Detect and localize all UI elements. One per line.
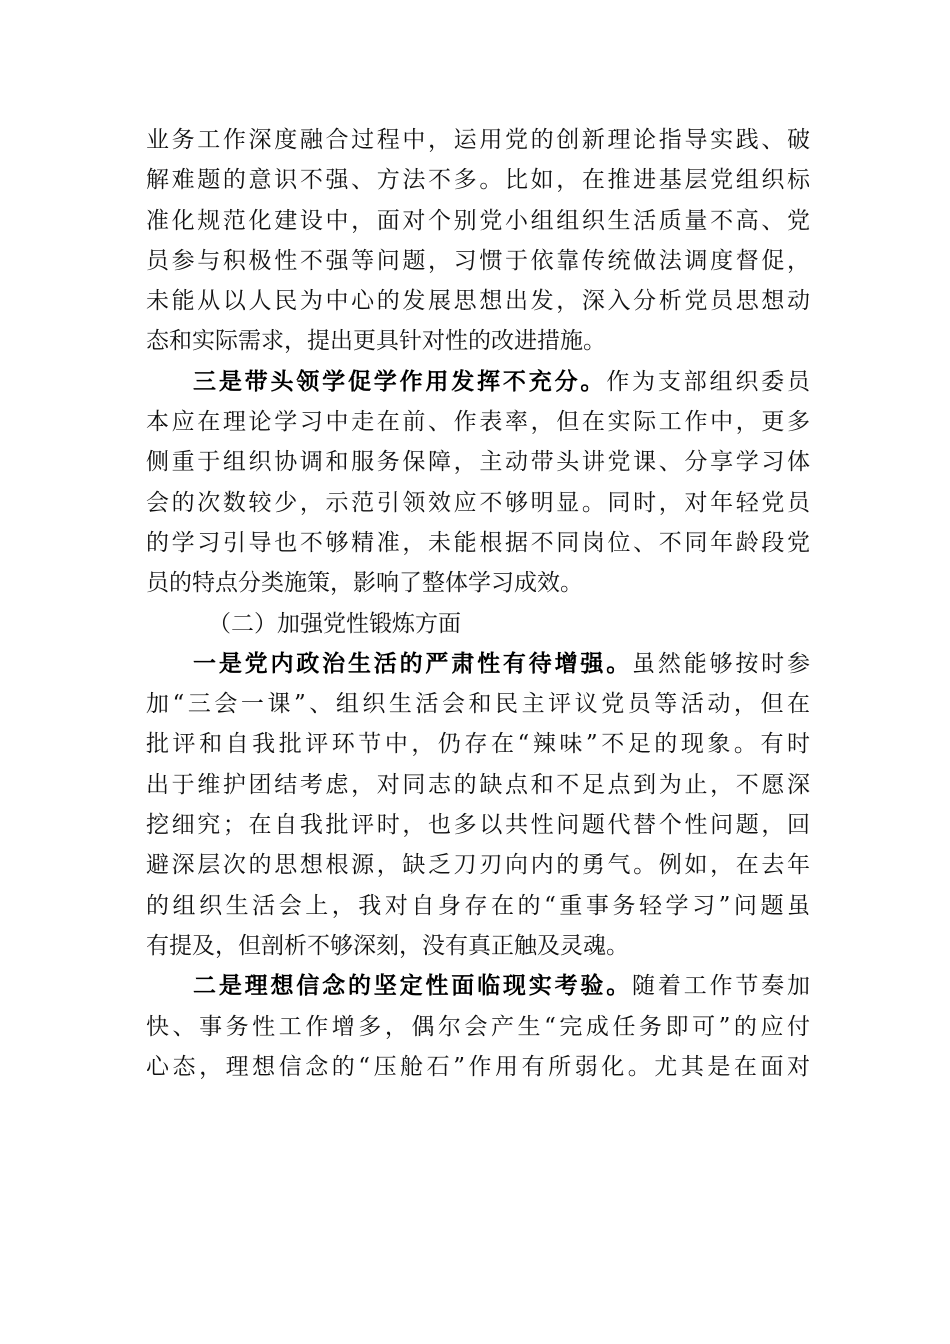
document-body — [146, 120, 810, 1087]
text-line: 有提及，但剖析不够深刻，没有真正触及灵魂。 — [146, 932, 629, 959]
point-text: 虽然能够按时参 — [632, 650, 811, 677]
text-line: 未能从以人民为中心的发展思想出发，深入分析党员思想动 — [146, 288, 810, 315]
text-line: 加“三会一课”、组织生活会和民主评议党员等活动，但在 — [146, 691, 810, 718]
text-line-lead — [146, 966, 810, 1006]
text-line: 的组织生活会上，我对自身存在的“重事务轻学习”问题虽 — [146, 892, 810, 919]
paragraph-point-two — [146, 966, 810, 1087]
point-title: 一是党内政治生活的严肃性有待增强。 — [193, 649, 633, 677]
text-line: 态和实际需求，提出更具针对性的改进措施。 — [146, 328, 606, 355]
text-line: 避深层次的思想根源，缺乏刀刃向内的勇气。例如，在去年 — [146, 852, 810, 879]
paragraph-point-three — [146, 362, 810, 604]
text-line: 业务工作深度融合过程中，运用党的创新理论指导实践、破 — [146, 127, 810, 153]
text-line: 批评和自我批评环节中，仍存在“辣味”不足的现象。有时 — [146, 731, 810, 758]
text-line-lead — [146, 644, 810, 684]
point-title: 三是带头领学促学作用发挥不充分。 — [193, 367, 607, 395]
text-line: 快、事务性工作增多，偶尔会产生“完成任务即可”的应付 — [146, 1013, 810, 1040]
text-line: 的学习引导也不够精准，未能根据不同岗位、不同年龄段党 — [146, 529, 810, 556]
text-line: 本应在理论学习中走在前、作表率，但在实际工作中，更多 — [146, 409, 810, 436]
text-line: 侧重于组织协调和服务保障，主动带头讲党课、分享学习体 — [146, 449, 810, 476]
point-title: 二是理想信念的坚定性面临现实考验。 — [193, 972, 633, 1000]
text-line: 会的次数较少，示范引领效应不够明显。同时，对年轻党员 — [146, 489, 810, 516]
text-line: 员参与积极性不强等问题，习惯于依靠传统做法调度督促， — [146, 247, 810, 274]
paragraph-continuation — [146, 120, 810, 362]
text-line-lead — [146, 362, 810, 402]
section-heading: （二）加强党性锻炼方面 — [208, 610, 461, 637]
text-line: 准化规范化建设中，面对个别党小组组织生活质量不高、党 — [146, 207, 810, 234]
text-line: 心态，理想信念的“压舱石”作用有所弱化。尤其是在面对 — [146, 1053, 810, 1080]
text-line: 解难题的意识不强、方法不多。比如，在推进基层党组织标 — [146, 167, 810, 194]
point-text: 作为支部组织委员 — [606, 368, 811, 395]
text-line: 出于维护团结考虑，对同志的缺点和不足点到为止，不愿深 — [146, 771, 810, 798]
text-line: 员的特点分类施策，影响了整体学习成效。 — [146, 570, 583, 597]
paragraph-point-one — [146, 644, 810, 966]
point-text: 随着工作节奏加 — [632, 973, 811, 1000]
text-line: 挖细究；在自我批评时，也多以共性问题代替个性问题，回 — [146, 812, 810, 839]
